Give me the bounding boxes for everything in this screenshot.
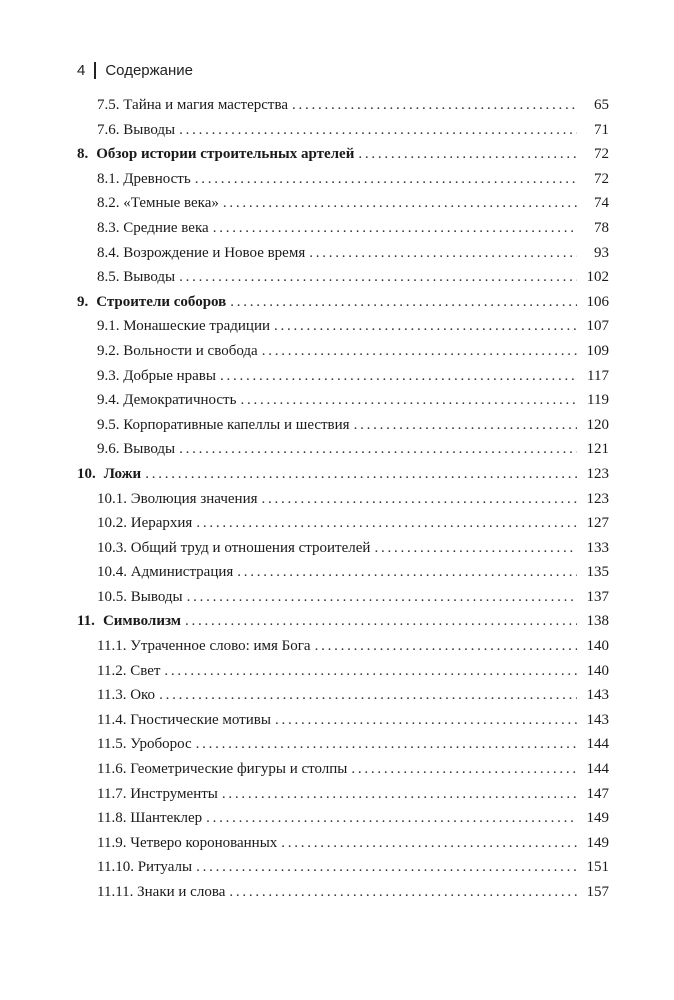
- toc-section-entry: [77, 683, 609, 708]
- dot-leader: [222, 782, 577, 807]
- toc-section-entry: [77, 118, 609, 143]
- toc-page-number: 127: [586, 515, 609, 532]
- toc-section-entry: [77, 265, 609, 290]
- toc-entry-label: [97, 683, 155, 708]
- toc-page-number: 72: [594, 170, 609, 187]
- toc-page-number: 147: [586, 785, 609, 802]
- toc-section-entry: [77, 191, 609, 216]
- toc-page-number: 123: [586, 465, 609, 482]
- toc-chapter-entry: [77, 290, 609, 315]
- toc-entry-title: 11.3. Око: [97, 687, 156, 704]
- dot-leader: [159, 683, 577, 708]
- toc-entry-label: [97, 782, 218, 807]
- toc-section-entry: [77, 388, 609, 413]
- toc-entry-label: [97, 732, 192, 757]
- header-section-title: Содержание: [105, 62, 194, 79]
- toc-chapter-number: 10.: [77, 465, 96, 482]
- toc-section-entry: [77, 855, 609, 880]
- toc-section-entry: [77, 782, 609, 807]
- toc-section-entry: [77, 216, 609, 241]
- dot-leader: [240, 388, 577, 413]
- running-header: [77, 62, 193, 79]
- toc-entry-label: [97, 388, 236, 413]
- toc-entry-label: [77, 609, 181, 634]
- toc-page-number: 102: [586, 269, 609, 286]
- toc-entry-label: [97, 806, 202, 831]
- header-divider: [94, 62, 96, 79]
- toc-entry-title: 11.5. Уроборос: [97, 736, 192, 753]
- toc-page-number: 119: [587, 392, 609, 409]
- dot-leader: [223, 191, 577, 216]
- toc-page-number: 78: [594, 219, 609, 236]
- toc-page-number: 123: [586, 490, 609, 507]
- dot-leader: [237, 560, 577, 585]
- toc-entry-title: 11.9. Четверо коронованных: [97, 834, 278, 851]
- toc-entry-label: [97, 659, 160, 684]
- dot-leader: [145, 462, 577, 487]
- toc-entry-title: 11.4. Гностические мотивы: [97, 711, 271, 728]
- dot-leader: [179, 118, 577, 143]
- dot-leader: [213, 216, 577, 241]
- dot-leader: [274, 314, 577, 339]
- dot-leader: [196, 732, 577, 757]
- toc-page-number: 133: [586, 539, 609, 556]
- toc-entry-label: [97, 118, 175, 143]
- toc-entry-title: 10.1. Эволюция значения: [97, 490, 258, 507]
- toc-page-number: 120: [586, 416, 609, 433]
- toc-entry-label: [77, 142, 354, 167]
- toc-section-entry: [77, 732, 609, 757]
- toc-entry-title: 9.4. Демократичность: [97, 392, 237, 409]
- toc-section-entry: [77, 634, 609, 659]
- toc-section-entry: [77, 241, 609, 266]
- dot-leader: [262, 339, 577, 364]
- toc-page-number: 107: [586, 318, 609, 335]
- toc-page-number: 74: [594, 195, 609, 212]
- toc-section-entry: [77, 364, 609, 389]
- toc-chapter-entry: [77, 462, 609, 487]
- toc-entry-title: Строители соборов: [96, 293, 227, 310]
- toc-entry-label: [97, 437, 175, 462]
- toc-entry-title: 8.5. Выводы: [97, 269, 176, 286]
- toc-section-entry: [77, 757, 609, 782]
- toc-entry-title: 10.2. Иерархия: [97, 515, 193, 532]
- toc-section-entry: [77, 93, 609, 118]
- toc-section-entry: [77, 339, 609, 364]
- dot-leader: [351, 757, 577, 782]
- toc-entry-label: [97, 413, 350, 438]
- toc-page-number: 149: [586, 834, 609, 851]
- toc-entry-label: [97, 167, 191, 192]
- toc-page-number: 138: [586, 613, 609, 630]
- toc-entry-label: [97, 487, 258, 512]
- toc-entry-label: [97, 265, 175, 290]
- toc-entry-label: [97, 855, 192, 880]
- toc-entry-title: Ложи: [103, 465, 142, 482]
- toc-entry-label: [97, 560, 233, 585]
- toc-section-entry: [77, 585, 609, 610]
- table-of-contents: [77, 93, 609, 905]
- toc-page-number: 137: [586, 588, 609, 605]
- toc-entry-title: 11.8. Шантеклер: [97, 810, 203, 827]
- toc-entry-title: 8.3. Средние века: [97, 219, 209, 236]
- toc-entry-title: 11.6. Геометрические фигуры и столпы: [97, 761, 348, 778]
- toc-page-number: 65: [594, 97, 609, 113]
- toc-section-entry: [77, 314, 609, 339]
- toc-section-entry: [77, 536, 609, 561]
- toc-chapter-number: 9.: [77, 293, 89, 310]
- dot-leader: [292, 93, 577, 118]
- toc-entry-label: [77, 462, 141, 487]
- dot-leader: [185, 609, 577, 634]
- toc-entry-title: 9.6. Выводы: [97, 441, 176, 458]
- toc-entry-label: [97, 93, 288, 118]
- toc-entry-label: [97, 708, 271, 733]
- toc-entry-title: 11.2. Свет: [97, 662, 161, 679]
- toc-section-entry: [77, 413, 609, 438]
- dot-leader: [206, 806, 577, 831]
- toc-section-entry: [77, 806, 609, 831]
- toc-entry-label: [97, 364, 216, 389]
- toc-entry-title: 7.6. Выводы: [97, 121, 176, 138]
- toc-page-number: 135: [586, 564, 609, 581]
- toc-page-number: 72: [594, 146, 609, 163]
- toc-entry-label: [97, 241, 305, 266]
- dot-leader: [230, 290, 577, 315]
- toc-entry-title: 8.1. Древность: [97, 170, 191, 187]
- dot-leader: [358, 142, 577, 167]
- dot-leader: [164, 659, 577, 684]
- toc-entry-label: [97, 339, 258, 364]
- toc-entry-label: [77, 290, 226, 315]
- toc-section-entry: [77, 487, 609, 512]
- toc-page-number: 143: [586, 687, 609, 704]
- toc-entry-label: [97, 536, 370, 561]
- toc-entry-title: Обзор истории строительных артелей: [96, 146, 355, 163]
- toc-entry-label: [97, 757, 347, 782]
- dot-leader: [196, 855, 577, 880]
- toc-page-number: 149: [586, 810, 609, 827]
- toc-entry-label: [97, 880, 225, 905]
- toc-chapter-number: 11.: [77, 613, 95, 630]
- toc-entry-title: 11.7. Инструменты: [97, 785, 218, 802]
- toc-entry-title: 8.4. Возрождение и Новое время: [97, 244, 306, 261]
- dot-leader: [309, 241, 577, 266]
- toc-entry-label: [97, 831, 277, 856]
- toc-entry-title: 9.5. Корпоративные капеллы и шествия: [97, 416, 350, 433]
- page-number: 4: [77, 62, 86, 79]
- toc-page-number: 121: [586, 441, 609, 458]
- dot-leader: [374, 536, 577, 561]
- dot-leader: [275, 708, 577, 733]
- toc-entry-title: 9.3. Добрые нравы: [97, 367, 216, 384]
- toc-section-entry: [77, 560, 609, 585]
- toc-page-number: 140: [586, 662, 609, 679]
- dot-leader: [195, 167, 577, 192]
- toc-entry-label: [97, 216, 209, 241]
- toc-entry-title: Символизм: [102, 613, 182, 630]
- toc-section-entry: [77, 880, 609, 905]
- toc-page-number: 157: [586, 884, 609, 900]
- toc-chapter-number: 8.: [77, 146, 89, 163]
- toc-entry-label: [97, 634, 311, 659]
- toc-page-number: 151: [586, 859, 609, 876]
- toc-entry-label: [97, 191, 219, 216]
- dot-leader: [262, 487, 578, 512]
- toc-section-entry: [77, 437, 609, 462]
- toc-entry-title: 11.11. Знаки и слова: [97, 884, 226, 900]
- dot-leader: [179, 437, 577, 462]
- toc-page-number: 71: [594, 121, 609, 138]
- toc-page-number: 140: [586, 638, 609, 655]
- dot-leader: [187, 585, 577, 610]
- toc-section-entry: [77, 167, 609, 192]
- toc-page-number: 117: [587, 367, 609, 384]
- toc-entry-title: 9.1. Монашеские традиции: [97, 318, 270, 335]
- toc-page-number: 143: [586, 711, 609, 728]
- dot-leader: [315, 634, 577, 659]
- toc-page-number: 93: [594, 244, 609, 261]
- dot-leader: [220, 364, 577, 389]
- toc-entry-title: 10.3. Общий труд и отношения строителей: [97, 539, 371, 556]
- dot-leader: [229, 880, 577, 905]
- toc-entry-label: [97, 314, 270, 339]
- toc-section-entry: [77, 708, 609, 733]
- toc-page-number: 144: [586, 761, 609, 778]
- toc-chapter-entry: [77, 609, 609, 634]
- toc-section-entry: [77, 659, 609, 684]
- dot-leader: [196, 511, 577, 536]
- dot-leader: [281, 831, 577, 856]
- toc-entry-title: 10.5. Выводы: [97, 588, 183, 605]
- toc-entry-title: 8.2. «Темные века»: [97, 195, 219, 212]
- toc-page-number: 144: [586, 736, 609, 753]
- dot-leader: [179, 265, 577, 290]
- toc-entry-title: 7.5. Тайна и магия мастерства: [97, 97, 288, 113]
- toc-entry-label: [97, 511, 192, 536]
- toc-entry-title: 11.10. Ритуалы: [97, 859, 193, 876]
- toc-entry-label: [97, 585, 183, 610]
- toc-section-entry: [77, 511, 609, 536]
- toc-page-number: 106: [586, 293, 609, 310]
- toc-entry-title: 10.4. Администрация: [97, 564, 234, 581]
- toc-entry-title: 9.2. Вольности и свобода: [97, 342, 258, 359]
- dot-leader: [354, 413, 577, 438]
- toc-chapter-entry: [77, 142, 609, 167]
- toc-page-number: 109: [586, 342, 609, 359]
- toc-entry-title: 11.1. Утраченное слово: имя Бога: [97, 638, 311, 655]
- toc-section-entry: [77, 831, 609, 856]
